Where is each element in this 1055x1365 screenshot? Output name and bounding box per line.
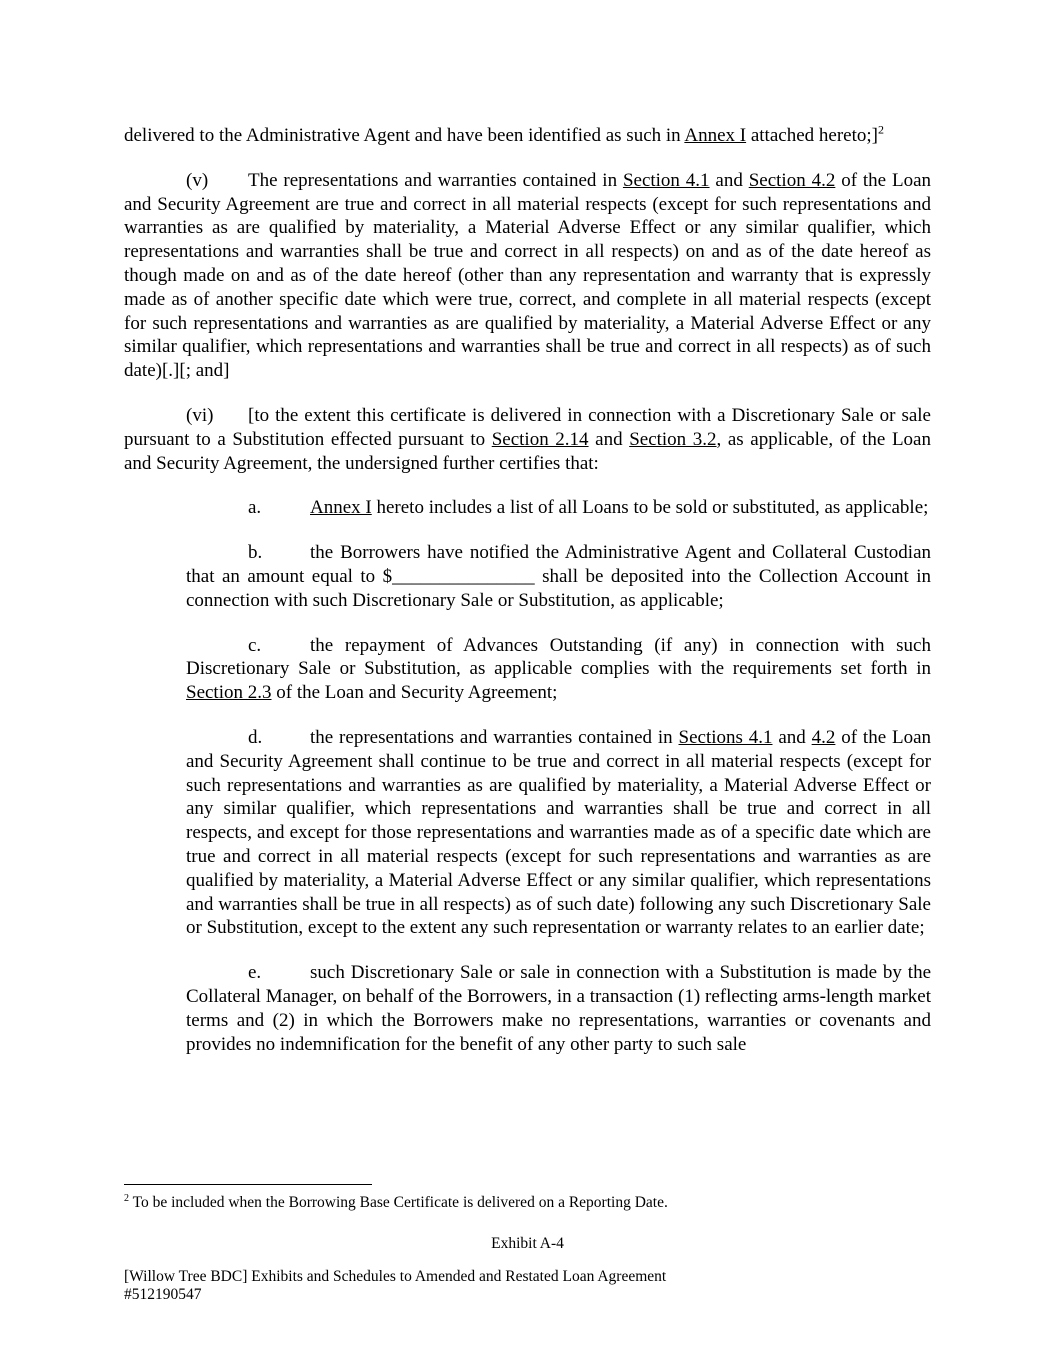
section-reference: Section 2.14 <box>491 428 589 450</box>
clause-letter: c. <box>248 634 262 656</box>
paragraph-number: (v) <box>186 169 209 191</box>
footer-doc-id: #512190547 <box>124 1286 202 1303</box>
clause-c: c. the repayment of Advances Outstanding (if any) in connection with such Discretionary Sale or Substitution, as applicable complies with the requirements set forth in Section 2.3 of the Loan and Security Agreement; <box>186 634 931 704</box>
footnote-marker: 2 <box>877 122 884 137</box>
paragraph-vi: (vi) [to the extent this certificate is delivered in connection with a Discretionary Sale or sale pursuant to a Substitution effected pursuant to Section 2.14 and Section 3.2, as applicable, of the Loan and Security Agreement, the undersigned further certifies that: <box>124 404 931 474</box>
section-reference: 4.2 <box>811 726 836 748</box>
section-reference: Section 3.2 <box>629 428 717 450</box>
clause-letter: e. <box>248 962 262 984</box>
footnote-divider <box>124 1184 372 1185</box>
section-reference: Section 2.3 <box>186 682 272 704</box>
footnote-number: 2 <box>124 1192 129 1204</box>
footer-title: [Willow Tree BDC] Exhibits and Schedules to Amended and Restated Loan Agreement <box>124 1268 667 1285</box>
annex-i-reference: Annex I <box>684 125 747 146</box>
clause-e: e. such Discretionary Sale or sale in connection with a Substitution is made by the Collateral Manager, on behalf of the Borrowers, in a transaction (1) reflecting arms-length market terms and (2) in which the Borrowers make no representations, warranties or covenants and provides no indemnification for the benefit of any other party to such sale <box>186 962 931 1055</box>
page-number: Exhibit A-4 <box>491 1235 564 1252</box>
section-reference: Section 4.1 <box>622 169 710 191</box>
clause-a: a. Annex I hereto includes a list of all Loans to be sold or substituted, as applicable; <box>248 497 929 519</box>
document-body <box>124 124 931 1056</box>
footnote <box>124 1193 668 1213</box>
paragraph-number: (vi) <box>186 404 214 426</box>
clause-letter: b. <box>248 542 263 564</box>
clause-letter: a. <box>248 497 262 519</box>
document-footer <box>124 1268 666 1304</box>
clause-b: b. the Borrowers have notified the Administrative Agent and Collateral Custodian that an amount equal to $_______________ shall be deposited into the Collection Account in connection with such Discretionary Sale or Substitution, as applicable; <box>186 542 931 611</box>
section-reference: Sections 4.1 <box>678 726 773 748</box>
footnote-text: To be included when the Borrowing Base Certificate is delivered on a Reporting Date. <box>129 1194 668 1211</box>
paragraph-v: (v) The representations and warranties contained in Section 4.1 and Section 4.2 of the Loan and Security Agreement are true and correct in all material respects (except for such representations and warranties as are qualified by materiality, a Material Adverse Effect or any similar qualifier, which representations and warranties shall be true and correct in all respects) on and as of the date hereof as though made on and as of the date hereof (other than any representation and warranty that is expressly made as of another specific date which were true, correct, and complete in all material respects (except for such representations and warranties as are qualified by materiality, a Material Adverse Effect or any similar qualifier, which representations and warranties shall be true and correct in all respects) as of such date)[.][; and] <box>124 169 931 382</box>
clause-d: d. the representations and warranties contained in Sections 4.1 and 4.2 of the Loan and Security Agreement shall continue to be true and correct in all material respects (except for such representations and warranties as are qualified by materiality, a Material Adverse Effect or any similar qualifier, which representations and warranties shall be true and correct in all respects, and except for those representations and warranties made as of a specific date which are true and correct in all material respects (except for such representations and warranties as are qualified by materiality, a Material Adverse Effect or any similar qualifier, which representations and warranties shall be true in all respects) as of such date) following any such Discretionary Sale or Substitution, except to the extent any such representation or warranty relates to an earlier date; <box>186 726 932 939</box>
section-reference: Section 4.2 <box>748 169 836 191</box>
clause-letter: d. <box>248 726 263 748</box>
continuation-paragraph: delivered to the Administrative Agent and have been identified as such in Annex I attached hereto;]$^2$ <box>124 122 884 146</box>
annex-i-reference: Annex I <box>310 497 372 519</box>
